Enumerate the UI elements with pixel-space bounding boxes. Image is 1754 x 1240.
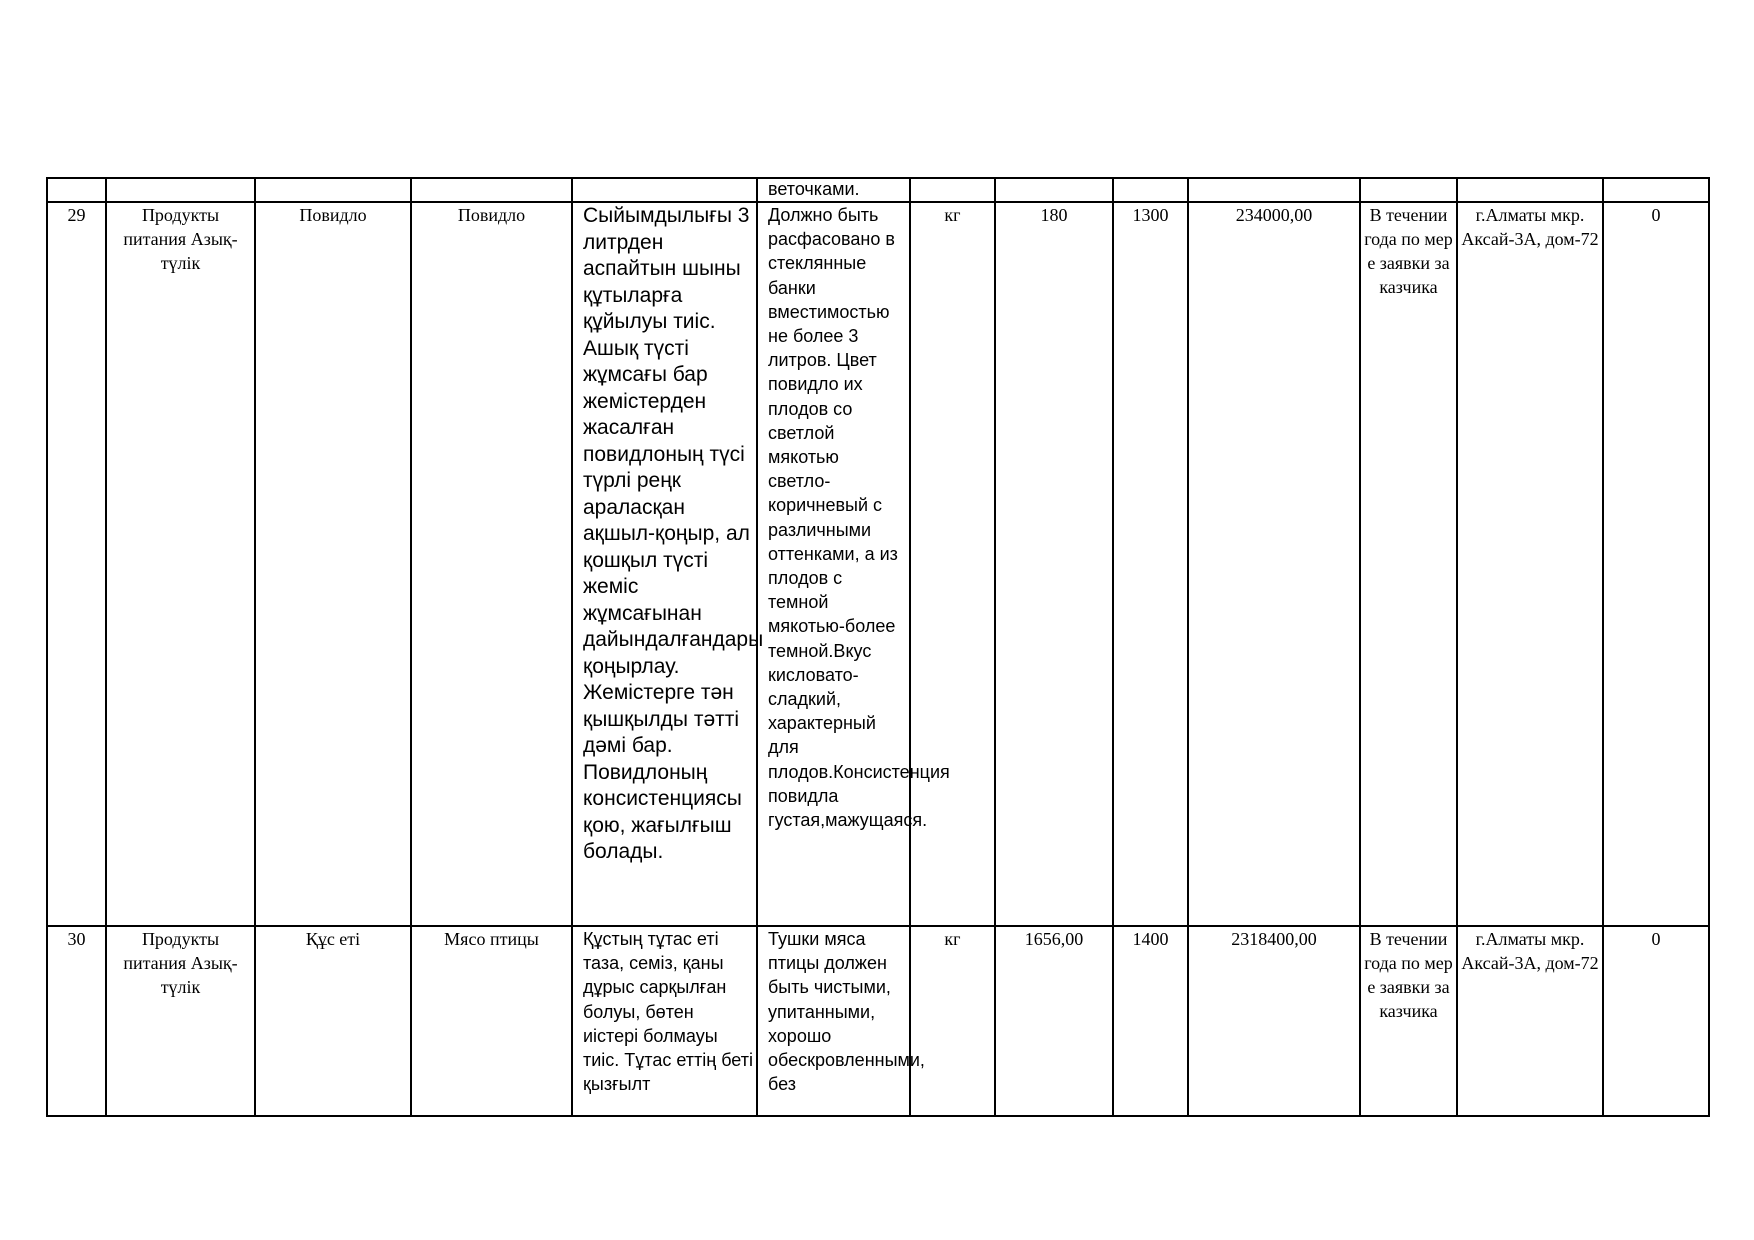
cell-amount — [1188, 178, 1360, 202]
cell-name-kz: Повидло — [255, 202, 411, 926]
cell-characteristics-kz: Құстың тұтас еті таза, семіз, қаны дұрыс сарқылған болуы, бөтен иістері болмауы тиіс. Тұтас еттің беті қызғылт — [572, 926, 757, 1116]
cell-unit — [910, 178, 995, 202]
cell-quantity — [995, 178, 1113, 202]
cell-price — [1113, 178, 1188, 202]
cell-number — [47, 178, 106, 202]
cell-characteristics-kz: Сыйымдылығы 3 литрден аспайтын шыны құтыларға құйылуы тиіс. Ашық түсті жұмсағы бар жемістерден жасалған повидлоның түсі түрлі реңк араласқан ақшыл-қоңыр, ал қошқыл түсті жеміс жұмсағынан дайындалғандары қоңырлау. Жемістерге тән қышқылды тәтті дәмі бар. Повидлоның консистенциясы қою, жағылғыш болады. — [572, 202, 757, 926]
cell-characteristics-ru: Тушки мяса птицы должен быть чистыми, упитанными, хорошо обескровленными, без — [757, 926, 910, 1116]
cell-unit: кг — [910, 926, 995, 1116]
cell-delivery-term — [1360, 178, 1457, 202]
cell-delivery-place: г.Алматы мкр. Аксай-3А, дом-72 — [1457, 926, 1603, 1116]
cell-name-ru: Повидло — [411, 202, 572, 926]
cell-quantity: 1656,00 — [995, 926, 1113, 1116]
table-row-continuation — [47, 178, 1709, 202]
cell-name-kz — [255, 178, 411, 202]
cell-amount: 2318400,00 — [1188, 926, 1360, 1116]
cell-amount: 234000,00 — [1188, 202, 1360, 926]
cell-name-kz: Құс еті — [255, 926, 411, 1116]
table-row — [47, 202, 1709, 926]
table-row — [47, 926, 1709, 1116]
cell-number: 29 — [47, 202, 106, 926]
cell-characteristics-kz — [572, 178, 757, 202]
cell-characteristics-ru: веточками. — [757, 178, 910, 202]
procurement-table — [46, 177, 1710, 1117]
cell-delivery-term: В течении года по мере заявки заказчика — [1360, 926, 1457, 1116]
cell-delivery-place: г.Алматы мкр. Аксай-3А, дом-72 — [1457, 202, 1603, 926]
cell-advance: 0 — [1603, 202, 1709, 926]
cell-price: 1300 — [1113, 202, 1188, 926]
cell-advance: 0 — [1603, 926, 1709, 1116]
cell-advance — [1603, 178, 1709, 202]
cell-delivery-term: В течении года по мере заявки заказчика — [1360, 202, 1457, 926]
cell-quantity: 180 — [995, 202, 1113, 926]
cell-unit: кг — [910, 202, 995, 926]
cell-category: Продукты питания Азық-түлік — [106, 926, 255, 1116]
cell-name-ru: Мясо птицы — [411, 926, 572, 1116]
cell-category — [106, 178, 255, 202]
cell-delivery-place — [1457, 178, 1603, 202]
cell-category: Продукты питания Азық-түлік — [106, 202, 255, 926]
cell-price: 1400 — [1113, 926, 1188, 1116]
cell-name-ru — [411, 178, 572, 202]
cell-characteristics-ru: Должно быть расфасовано в стеклянные банки вместимостью не более 3 литров. Цвет повидло их плодов со светлой мякотью светло-коричневый с различными оттенками, а из плодов с темной мякотью-более темной.Вкус кисловато-сладкий, характерный для плодов.Консистенция повидла густая,мажущаяся. — [757, 202, 910, 926]
cell-number: 30 — [47, 926, 106, 1116]
